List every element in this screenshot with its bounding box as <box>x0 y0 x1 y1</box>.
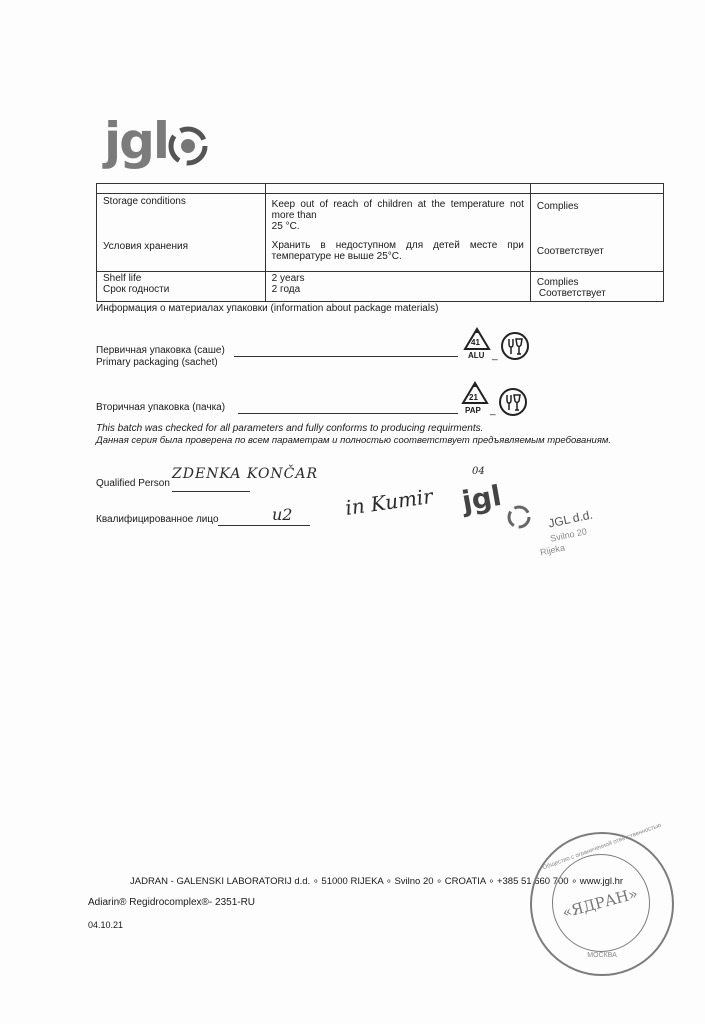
table-row-shelf-life <box>97 272 664 302</box>
primary-packaging-en: Primary packaging (sachet) <box>96 357 218 368</box>
result-ru: Соответствует <box>536 246 604 257</box>
secondary-packaging-ru: Вторичная упаковка (пачка) <box>96 402 226 413</box>
footer-company-line: JADRAN - GALENSKI LABORATORIJ d.d. ∘ 51000 RIJEKA ∘ Svilno 20 ∘ CROATIA ∘ +385 51 660 700 ∘ www.jgl.hr <box>130 876 624 887</box>
requirement-ru: 2 года <box>271 284 301 295</box>
food-safe-glass-fork-icon <box>498 387 528 417</box>
table-row-storage <box>97 194 664 272</box>
recycle-pap-code: PAP <box>465 406 481 415</box>
stamp-text-address: Svilno 20 <box>549 526 588 544</box>
footer-date: 04.10.21 <box>88 920 124 930</box>
primary-packaging-ru: Первичная упаковка (саше) <box>96 345 225 356</box>
qualified-person-label: Qualified Person <box>96 478 170 489</box>
round-stamp-center-text: «ЯДРАН» <box>560 884 640 922</box>
round-stamp-ring-text: Общество с ограниченной ответственностью <box>541 822 663 872</box>
primary-packaging-line <box>234 356 458 357</box>
company-logo: jgl <box>104 112 169 170</box>
company-stamp-logo: jgl <box>459 478 504 519</box>
round-stamp-bottom-text: МОСКВА <box>587 952 617 959</box>
param-en: Storage conditions <box>103 196 186 207</box>
qualified-person-ru-line <box>218 525 310 526</box>
requirement-en: 2 years <box>271 273 305 284</box>
stamp-text-company: JGL d.d. <box>547 507 594 531</box>
stamp-swirl-icon <box>506 504 532 530</box>
stamp-text-city: Rijeka <box>539 542 566 558</box>
footer-product-line: Adiarin® Regidrocomplex®- 2351-RU <box>88 897 256 908</box>
recycle-alu-code: ALU <box>468 351 485 360</box>
qualified-person-initials: u2 <box>272 505 293 524</box>
table-header-row <box>97 184 664 194</box>
qualified-person-line <box>172 491 250 492</box>
packaging-title: Информация о материалах упаковки (information about package materials) <box>96 303 439 314</box>
round-company-stamp <box>530 822 674 976</box>
requirement-en: Keep out of reach of children at the temperature not more than <box>271 199 524 221</box>
secondary-packaging-line <box>238 413 458 414</box>
result-en: Complies <box>536 277 579 288</box>
food-safe-glass-fork-icon <box>500 331 530 361</box>
conformity-statement-ru: Данная серия была проверена по всем параметрам и полностью соответствует предъявляемым требованиям. <box>96 435 612 446</box>
requirement-ru: Хранить в недоступном для детей месте при температуре не выше 25°С. <box>271 240 524 262</box>
secondary-suffix: _ <box>490 405 496 416</box>
param-ru: Условия хранения <box>103 241 189 252</box>
requirement-en-temp: 25 °C. <box>271 221 300 232</box>
stamp-number: 04 <box>472 466 485 477</box>
jgl-swirl-icon <box>168 126 208 166</box>
result-ru: Соответствует <box>538 288 606 299</box>
primary-suffix: _ <box>492 350 498 361</box>
param-en: Shelf life <box>103 273 142 284</box>
param-ru: Срок годности <box>103 284 170 295</box>
handwritten-signature: in Kumir <box>343 483 435 521</box>
spec-table <box>96 183 664 302</box>
qualified-person-name: ZDENKA KONČAR <box>172 466 319 482</box>
result-en: Complies <box>536 201 579 212</box>
recycle-alu-number: 41 <box>471 338 480 347</box>
recycle-pap-number: 21 <box>469 393 478 402</box>
conformity-statement-en: This batch was checked for all parameters and fully conforms to producing requirments. <box>96 423 484 434</box>
qualified-person-ru-label: Квалифицированное лицо <box>96 514 219 525</box>
